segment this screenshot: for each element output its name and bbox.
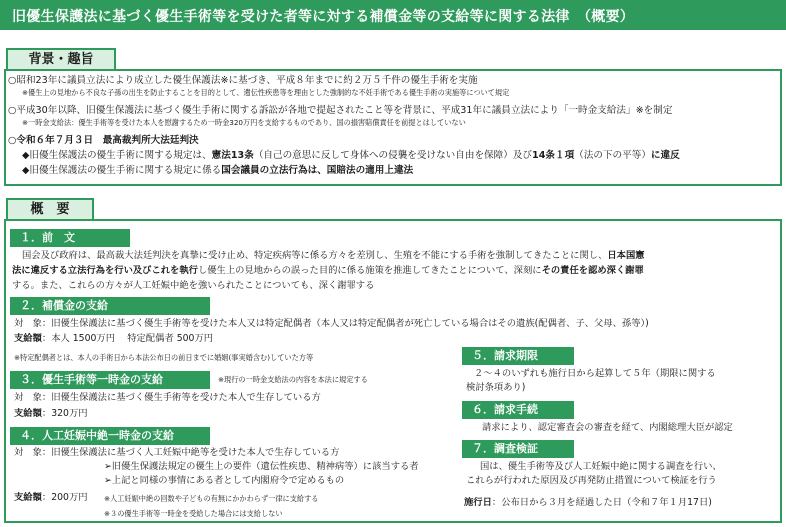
section-compensation-head: ２．補償金の支給	[10, 297, 210, 315]
preamble-line-3: する。また、これらの方々が人工妊娠中絶を強いられたことについても、深く謝罪する	[12, 280, 375, 291]
lumpsum-target: 対 象：旧優生保護法に基づく優生手術等を受けた本人で生存している方	[14, 392, 321, 403]
background-note-1: ※優生上の見地から不良な子孫の出生を防止することを目的として、遺伝性疾患等を理由とした強制的な不妊手術である優生手術の実施等について規定	[22, 88, 510, 97]
investigation-text-2: これらが行われた原因及び再発防止措置について検証を行う	[466, 475, 717, 486]
compensation-note: ※特定配偶者とは、本人の手術日から本法公布日の前日までに婚姻(事実婚含む)していた方等	[14, 353, 314, 362]
preamble-l2c: その責任を認め深く謝罪	[541, 265, 644, 276]
background-item-3: ○令和６年７月３日 最高裁判所大法廷判決	[8, 135, 199, 146]
section-deadline-head: ５．請求期限	[462, 347, 574, 365]
section-lumpsum-head: ３．優生手術等一時金の支給	[10, 371, 210, 389]
lumpsum-amount-label: 支給額	[14, 408, 42, 419]
ruling-1-text: ◆旧優生保護法の優生手術に関する規定は、	[22, 150, 212, 161]
ruling-1-art14-note: （法の下の平等）	[574, 150, 651, 161]
ruling-1-art13: 憲法13条	[211, 150, 254, 161]
procedure-text: 請求により、認定審査会の審査を経て、内閣総理大臣が認定	[482, 422, 733, 433]
deadline-text-2: 検討条項あり)	[466, 382, 526, 393]
abortion-note-1: ※人工妊娠中絶の回数や子どもの有無にかかわらず一律に支給する	[104, 494, 319, 503]
ruling-2-illegal: 国会議員の立法行為は、国賠法の適用上違法	[221, 165, 414, 176]
section-abortion-head: ４．人工妊娠中絶一時金の支給	[10, 427, 210, 445]
abortion-sub-1: ➢旧優生保護法規定の優生上の要件（遺伝性疾患、精神病等）に該当する者	[104, 461, 419, 472]
background-item-1: ○昭和23年に議員立法により成立した優生保護法※に基づき、平成８年までに約２万５千件の優生手術を実施	[8, 75, 478, 86]
abortion-note-2: ※３の優生手術等一時金を受給した場合には支給しない	[104, 509, 283, 518]
ruling-1-art13-note: （自己の意思に反して身体への侵襲を受けない自由を保障）及び	[253, 150, 533, 161]
lumpsum-amount-value: ：320万円	[41, 408, 88, 419]
preamble-l2a: 法に違反する立法行為を行い及びこれを執行	[12, 265, 198, 276]
effective-date-label: 施行日	[464, 497, 492, 508]
lumpsum-side-note: ※現行の一時金支給法の内容を本法に規定する	[218, 375, 368, 384]
deadline-text-1: ２～４のいずれも施行日から起算して５年（期限に関する	[474, 368, 716, 379]
abortion-target: 対 象：旧優生保護法に基づく人工妊娠中絶等を受けた本人で生存している方	[14, 447, 340, 458]
section-procedure-head: ６．請求手続	[462, 401, 574, 419]
ruling-point-1	[22, 149, 680, 162]
page-title: 旧優生保護法に基づく優生手術等を受けた者等に対する補償金等の支給等に関する法律 （概要）	[0, 0, 786, 30]
overview-label: 概 要	[6, 198, 94, 220]
section-preamble-head: １．前 文	[10, 229, 130, 247]
ruling-1-art14: 14条１項	[532, 150, 575, 161]
lumpsum-amount	[14, 407, 88, 421]
abortion-amount-label: 支給額	[14, 492, 42, 503]
background-label: 背景・趣旨	[6, 48, 116, 70]
preamble-l2b: し優生上の見地からの誤った目的に係る施策を推進してきたことについて、深刻に	[197, 265, 542, 276]
effective-date-value: ：公布日から３月を経過した日（令和７年１月17日)	[491, 497, 712, 508]
preamble-l1b: 日本国憲	[607, 250, 645, 261]
abortion-amount-value: ：200万円	[41, 492, 88, 503]
preamble-l1a: 国会及び政府は、最高裁大法廷判決を真摯に受け止め、特定疾病等に係る方々を差別し、生殖を不能にする手術を強制してきたことに関し、	[22, 250, 608, 261]
compensation-amount	[14, 332, 213, 346]
section-investigation-head: ７．調査検証	[462, 440, 574, 458]
preamble-line-2	[12, 264, 644, 278]
abortion-sub-2: ➢上記と同様の事情にある者として内閣府令で定めるもの	[104, 475, 345, 486]
compensation-amount-value: ：本人 1500万円 特定配偶者 500万円	[41, 333, 214, 344]
compensation-amount-label: 支給額	[14, 333, 42, 344]
preamble-line-1	[22, 249, 645, 263]
investigation-text-1: 国は、優生手術等及び人工妊娠中絶に関する調査を行い、	[480, 461, 722, 472]
ruling-2-text: ◆旧優生保護法の優生手術に関する規定に係る	[22, 165, 222, 176]
ruling-point-2	[22, 164, 413, 177]
ruling-1-violation: に違反	[650, 150, 680, 161]
background-note-2: ※一時金支給法：優生手術等を受けた本人を慰謝するため一時金320万円を支給するものであり、国の損害賠償責任を前提とはしていない	[22, 118, 466, 127]
compensation-target: 対 象：旧優生保護法に基づく優生手術等を受けた本人又は特定配偶者（本人又は特定配偶者が死亡している場合はその遺族(配偶者、子、父母、孫等）)	[14, 318, 649, 329]
effective-date	[464, 496, 712, 510]
background-item-2: ○平成30年以降、旧優生保護法に基づく優生手術に関する訴訟が各地で提起されたこと等を背景に、平成31年に議員立法により「一時金支給法」※を制定	[8, 105, 673, 116]
abortion-amount	[14, 491, 88, 505]
